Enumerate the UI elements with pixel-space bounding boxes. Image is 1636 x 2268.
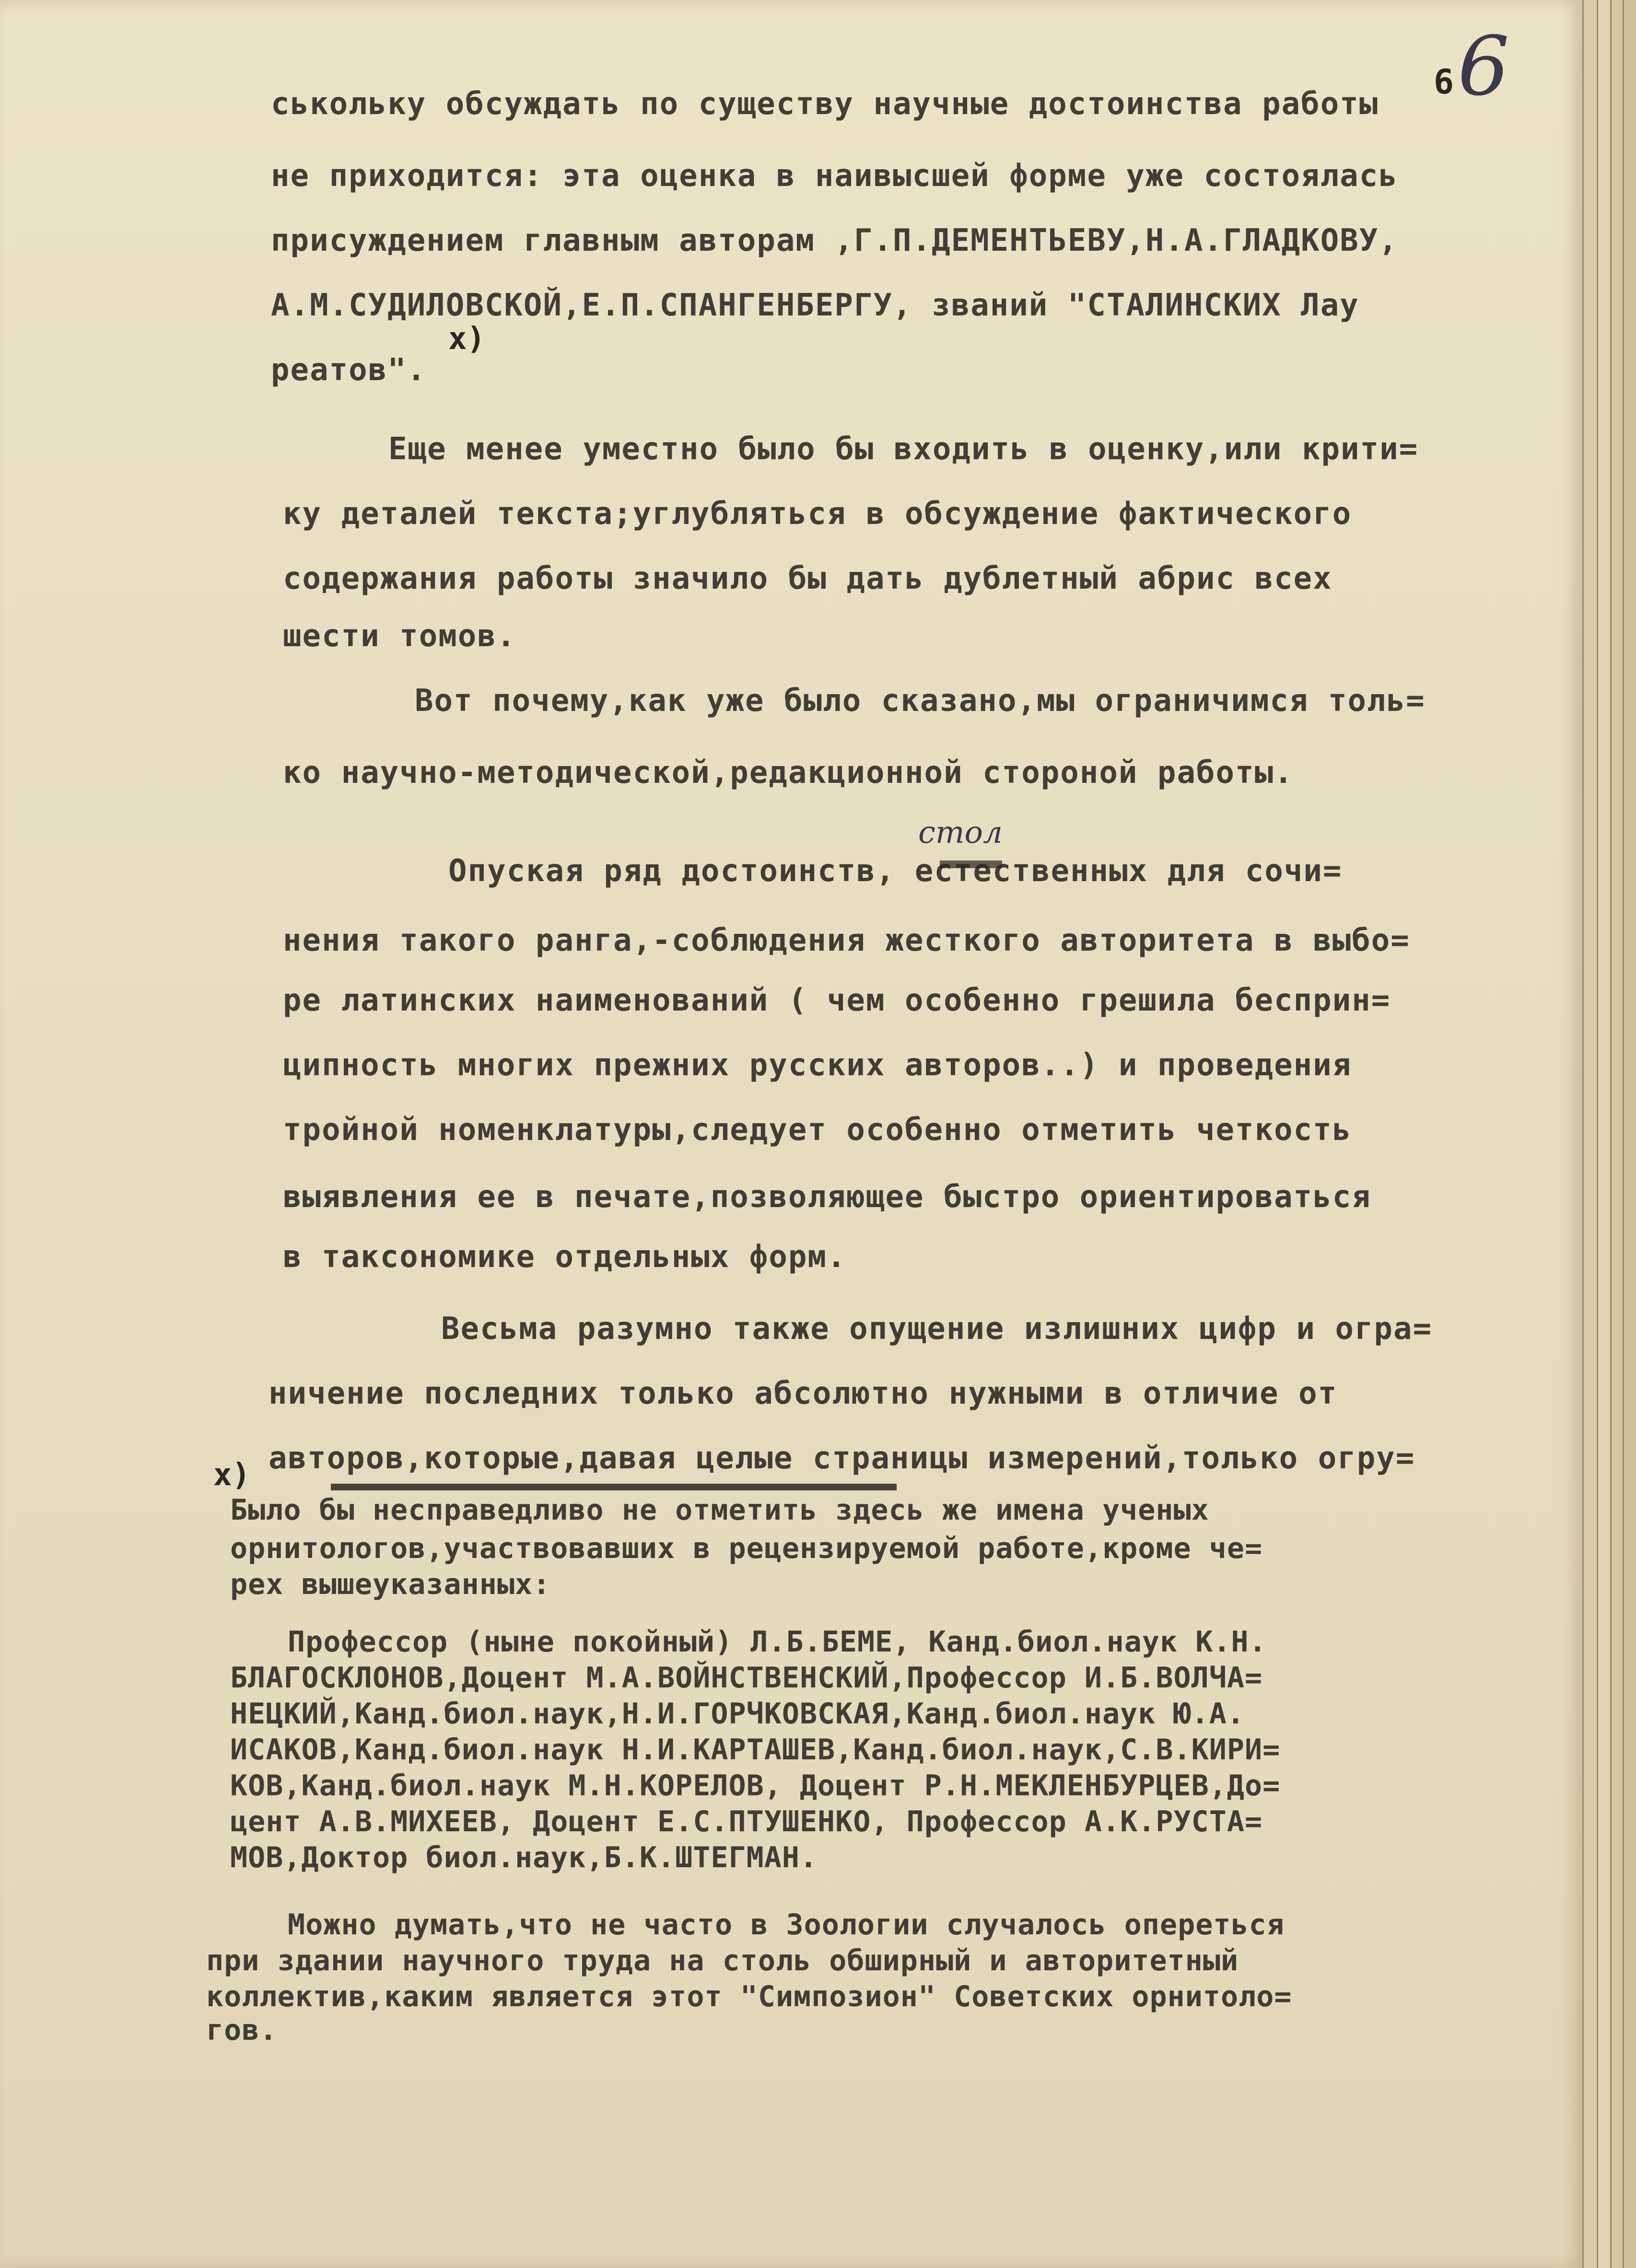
body-line: в таксономике отдельных форм. xyxy=(283,1239,847,1275)
page-edge xyxy=(1582,0,1598,2268)
body-line: присуждением главным авторам ,Г.П.ДЕМЕНТЬЕВУ,Н.А.ГЛАДКОВУ, xyxy=(271,223,1398,258)
body-line: Опуская ряд достоинств, естественных для сочи= xyxy=(448,853,1343,889)
body-line: ку деталей текста;углубляться в обсуждение фактического xyxy=(283,496,1352,532)
footnote-line: цент А.В.МИХЕЕВ, Доцент Е.С.ПТУШЕНКО, Профессор А.К.РУСТА= xyxy=(230,1805,1263,1838)
footnote-line: НЕЦКИЙ,Канд.биол.наук,Н.И.ГОРЧКОВСКАЯ,Канд.биол.наук Ю.А. xyxy=(230,1697,1245,1731)
handwritten-insertion: стол xyxy=(918,815,1003,850)
handwritten-page-number: 6 xyxy=(1458,19,1510,114)
footnote-line: КОВ,Канд.биол.наук М.Н.КОРЕЛОВ, Доцент Р.Н.МЕКЛЕНБУРЦЕВ,До= xyxy=(230,1769,1281,1803)
footnote-separator xyxy=(331,1484,897,1490)
body-line: Вот почему,как уже было сказано,мы ограничимся толь= xyxy=(415,683,1426,719)
footnote-line: БЛАГОСКЛОНОВ,Доцент М.А.ВОЙНСТВЕНСКИЙ,Профессор И.Б.ВОЛЧА= xyxy=(230,1661,1263,1695)
body-line: Весьма разумно также опущение излишних цифр и огра= xyxy=(441,1311,1433,1347)
body-line: авторов,которые,давая целые страницы измерений,только огру= xyxy=(269,1441,1415,1476)
body-line: ничение последних только абсолютно нужными в отличие от xyxy=(269,1376,1338,1411)
body-line: шести томов. xyxy=(283,618,516,654)
footnote-line: орнитологов,участвовавших в рецензируемой работе,кроме че= xyxy=(230,1532,1263,1565)
body-line: выявления ее в печате,позволяющее быстро ориентироваться xyxy=(283,1179,1371,1215)
page-edge xyxy=(1610,0,1624,2268)
footnote-line: гов. xyxy=(206,2013,278,2047)
footnote-reference: х) xyxy=(448,321,486,357)
footnote-line: рех вышеуказанных: xyxy=(230,1568,551,1601)
footnote-line: ИСАКОВ,Канд.биол.наук Н.И.КАРТАШЕВ,Канд.биол.наук,С.В.КИРИ= xyxy=(230,1733,1281,1767)
footnote-line: коллектив,каким является этот "Симпозион" Советских орнитоло= xyxy=(206,1980,1292,2013)
footnote-line: МОВ,Доктор биол.наук,Б.К.ШТЕГМАН. xyxy=(230,1841,818,1874)
body-line: не приходится: эта оценка в наивысшей форме уже состоялась xyxy=(271,158,1398,194)
body-line: нения такого ранга,-соблюдения жесткого авторитета в выбо= xyxy=(283,923,1410,958)
body-line: А.М.СУДИЛОВСКОЙ,Е.П.СПАНГЕНБЕРГУ, званий "СТАЛИНСКИХ Лау xyxy=(271,288,1359,323)
page-number: 6 xyxy=(1434,62,1454,102)
page-edge xyxy=(1623,0,1636,2268)
body-line: тройной номенклатуры,следует особенно отметить четкость xyxy=(283,1112,1352,1148)
body-line: ре латинских наименований ( чем особенно грешила бесприн= xyxy=(283,983,1391,1018)
body-line: ципность многих прежних русских авторов..) и проведения xyxy=(283,1047,1352,1083)
footnote-line: Можно думать,что не часто в Зоологии случалось опереться xyxy=(288,1908,1285,1942)
footnote-marker: х) xyxy=(213,1457,251,1493)
body-line: Еще менее уместно было бы входить в оценку,или крити= xyxy=(388,431,1419,467)
footnote-line: при здании научного труда на столь обширный и авторитетный xyxy=(206,1944,1239,1977)
body-line: ськольку обсуждать по существу научные достоинства работы xyxy=(271,86,1379,122)
body-line: реатов". xyxy=(271,352,427,388)
footnote-line: Профессор (ныне покойный) Л.Б.БЕМЕ, Канд.биол.наук К.Н. xyxy=(288,1625,1267,1659)
body-line: содержания работы значило бы дать дублетный абрис всех xyxy=(283,561,1332,596)
footnote-line: Было бы несправедливо не отметить здесь же имена ученых xyxy=(230,1493,1209,1527)
body-line: ко научно-методической,редакционной стороной работы. xyxy=(283,755,1294,791)
page-edge xyxy=(1597,0,1612,2268)
